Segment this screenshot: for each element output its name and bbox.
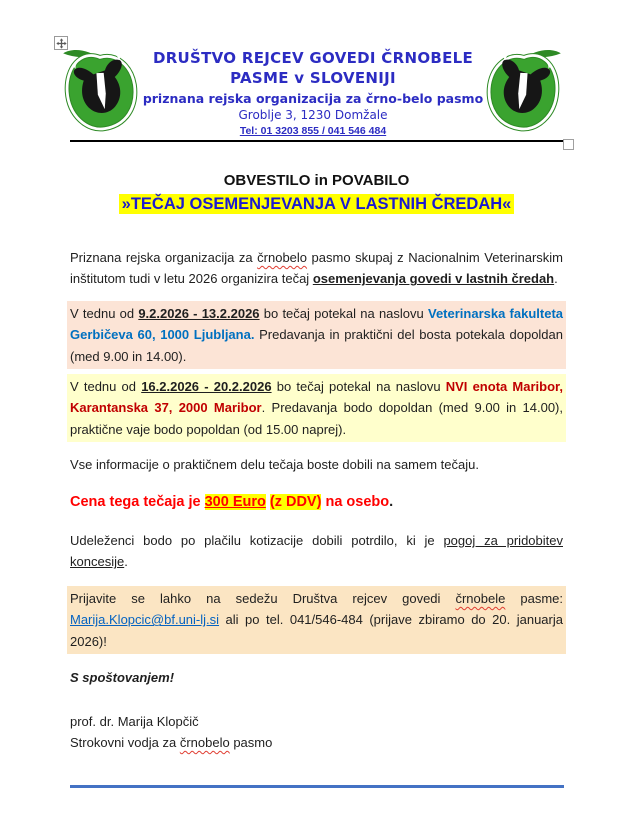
text-segment: 16.2.2026 - 20.2.2026 bbox=[141, 379, 272, 395]
text-segment: V tednu od bbox=[70, 379, 142, 395]
para-role bbox=[70, 732, 563, 753]
text-segment: Priznana rejska organizacija za bbox=[70, 250, 258, 265]
text-segment: . bbox=[554, 271, 558, 287]
text-segment: bo tečaj potekal na naslovu bbox=[271, 379, 446, 395]
text-segment: osemenjevanja govedi v lastnih čredah bbox=[312, 271, 555, 287]
text-segment: prof. dr. Marija Klopčič bbox=[70, 713, 199, 729]
cow-leaf-logo-left bbox=[60, 44, 140, 138]
course-title-highlighted: »TEČAJ OSEMENJEVANJA V LASTNIH ČREDAH« bbox=[119, 194, 515, 214]
notice-title: OBVESTILO in POVABILO bbox=[223, 172, 410, 189]
text-segment: 9.2.2026 - 13.2.2026 bbox=[138, 305, 260, 321]
text-segment: V tednu od bbox=[70, 305, 139, 321]
footer-rule bbox=[70, 785, 564, 788]
text-segment: pasmo skupaj z Nacionalnim Veterinarskim inštitutom tudi v letu 2026 organizira tečaj bbox=[70, 250, 563, 287]
para-info bbox=[70, 454, 563, 475]
text-segment: pasmo bbox=[229, 734, 273, 750]
text-segment: Predavanja in praktični del bosta potekala dopoldan (med 9.00 in 14.00). bbox=[70, 327, 564, 364]
para-name bbox=[70, 711, 563, 732]
text-segment: črnobele bbox=[455, 590, 506, 606]
text-segment: Vse informacije o praktičnem delu tečaja boste dobili na samem tečaju. bbox=[70, 457, 479, 473]
para-ljubljana bbox=[67, 301, 566, 369]
text-segment: 300 Euro bbox=[204, 493, 266, 510]
text-segment: . bbox=[389, 493, 394, 510]
email-link[interactable]: Marija.Klopcic@bf.uni-lj.si bbox=[70, 612, 220, 628]
text-segment: pasme: bbox=[505, 590, 564, 606]
org-phone: Tel: 01 3203 855 / 041 546 484 bbox=[239, 124, 387, 137]
para-maribor bbox=[67, 374, 566, 442]
text-segment: Strokovni vodja za bbox=[70, 734, 180, 750]
text-segment: . bbox=[124, 554, 128, 570]
cow-leaf-logo-right bbox=[484, 44, 564, 138]
text-segment: črnobelo bbox=[179, 734, 230, 750]
text-segment: črnobelo bbox=[257, 250, 308, 265]
org-name-line1: DRUŠTVO REJCEV GOVEDI ČRNOBELE bbox=[152, 49, 474, 67]
document-body bbox=[70, 172, 563, 753]
resize-handle[interactable] bbox=[563, 139, 574, 150]
para-signup bbox=[67, 586, 566, 654]
text-segment: NVI enota Maribor, Karantanska 37, 2000 Maribor bbox=[70, 379, 563, 416]
course-title bbox=[70, 195, 563, 214]
paragraphs bbox=[70, 247, 563, 753]
letterhead bbox=[140, 50, 486, 137]
para-regards bbox=[70, 667, 563, 688]
text-segment: bo tečaj potekal na naslovu bbox=[259, 305, 428, 321]
org-name-line2: PASME v SLOVENIJI bbox=[230, 69, 396, 88]
text-segment: pogoj za pridobitev koncesije bbox=[70, 533, 563, 570]
text-segment: S spoštovanjem! bbox=[70, 670, 175, 686]
para-price bbox=[70, 492, 563, 513]
org-address: Groblje 3, 1230 Domžale bbox=[238, 107, 388, 122]
header-rule bbox=[70, 140, 564, 142]
org-subtitle: priznana rejska organizacija za črno-belo pasmo bbox=[142, 90, 484, 106]
para-conditions bbox=[70, 530, 563, 573]
text-segment: Veterinarska fakulteta Gerbičeva 60, 1000 Ljubljana. bbox=[70, 305, 563, 343]
text-segment: Cena tega tečaja je bbox=[70, 493, 205, 510]
para-intro bbox=[70, 247, 563, 290]
text-segment: Udeleženci bodo po plačilu kotizacije dobili potrdilo, ki je bbox=[70, 533, 444, 549]
text-segment: (z DDV) bbox=[269, 493, 322, 510]
text-segment: Prijavite se lahko na sedežu Društva rejcev govedi bbox=[70, 590, 456, 606]
text-segment: ali po tel. 041/546-484 (prijave zbiramo do 20. januarja 2026)! bbox=[70, 612, 563, 649]
text-segment: na osebo bbox=[321, 493, 390, 510]
text-segment: . Predavanja bodo dopoldan (med 9.00 in 14.00), praktične vaje bodo popoldan (od 15.00 naprej). bbox=[70, 400, 564, 437]
